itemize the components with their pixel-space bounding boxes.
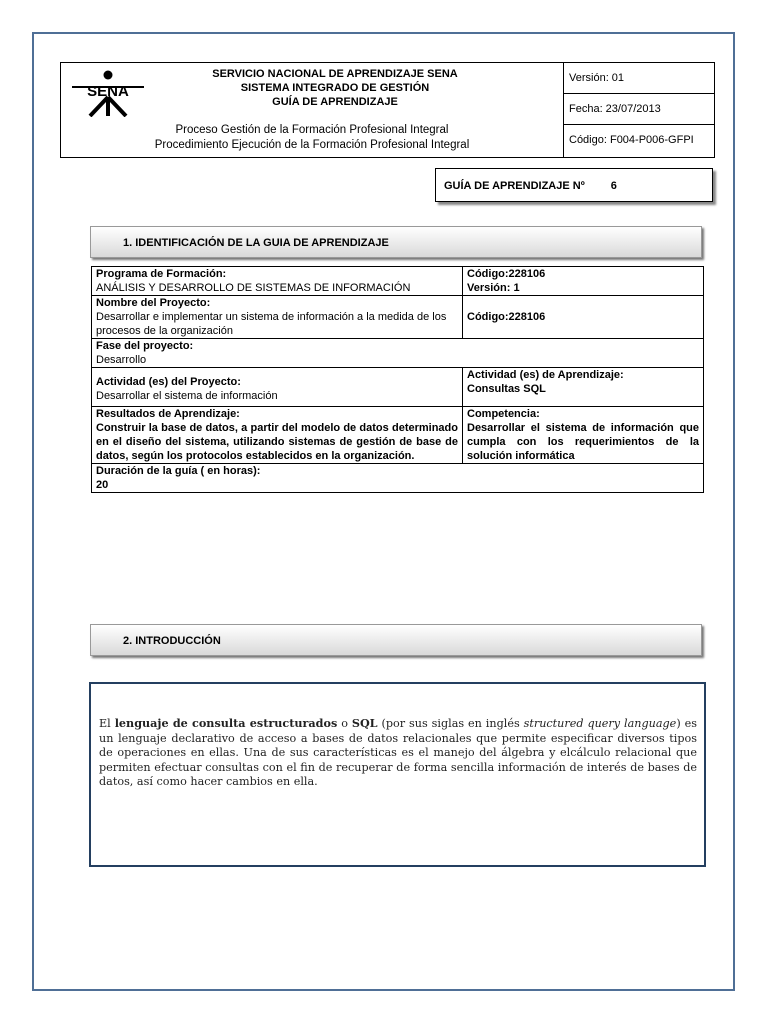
procedure-text: Procedimiento Ejecución de la Formación Profesional Integral	[154, 139, 470, 151]
date-cell: Fecha: 23/07/2013	[564, 94, 714, 125]
document-header	[60, 62, 715, 158]
identification-table	[91, 266, 704, 493]
program-version: Versión: 1	[467, 282, 520, 294]
competence-cell	[463, 407, 704, 464]
competence-value: Desarrollar el sistema de información que cumpla con los requerimientos de la solución informática	[467, 422, 699, 462]
header-process	[61, 123, 563, 153]
table-row	[92, 368, 704, 407]
svg-text:SENA: SENA	[87, 83, 129, 100]
results-value: Construir la base de datos, a partir del modelo de datos determinado en el diseño del sistema, utilizando sistemas de gestión de base de datos, según los protocolos establecidos en la organización.	[96, 422, 458, 462]
version-cell: Versión: 01	[564, 63, 714, 94]
duration-cell	[92, 464, 704, 493]
guide-number-box	[435, 168, 713, 202]
project-value: Desarrollar e implementar un sistema de información a la medida de los procesos de la organización	[96, 311, 447, 337]
introduction-box	[89, 682, 706, 867]
project-cell	[92, 296, 463, 339]
process-text: Proceso Gestión de la Formación Profesional Integral	[175, 124, 449, 136]
learning-activity-value: Consultas SQL	[467, 383, 546, 395]
learning-activity-label: Actividad (es) de Aprendizaje:	[467, 369, 624, 381]
phase-value: Desarrollo	[96, 354, 147, 366]
project-activity-cell	[92, 368, 463, 407]
header-left	[61, 63, 564, 157]
header-title	[131, 67, 539, 109]
learning-activity-cell	[463, 368, 704, 407]
intro-text-4: ) es un lenguaje declarativo de acceso a bases de datos relacionales que permite especificar diversos tipos de operaciones en ellas. Una de sus características es el manejo del álgebra y elcálculo relacional que permiten efectuar consultas con el fin de recuperar de forma sencilla información de interés de bases de datos, así como hacer cambios en ella.	[99, 717, 697, 788]
intro-text-3: (por sus siglas en inglés	[377, 717, 524, 730]
project-code: Código:228106	[467, 311, 546, 323]
table-row	[92, 267, 704, 296]
section-2-heading: 2. INTRODUCCIÓN	[90, 624, 702, 656]
table-row	[92, 407, 704, 464]
intro-text-1: El	[99, 717, 115, 730]
intro-text-2: o	[337, 717, 352, 730]
guide-name: GUÍA DE APRENDIZAJE	[272, 96, 398, 108]
project-code-cell	[463, 296, 704, 339]
program-code: Código:228106	[467, 268, 546, 280]
program-code-cell	[463, 267, 704, 296]
guide-number-value: 6	[610, 180, 617, 192]
intro-bold-sql: SQL	[351, 716, 378, 730]
guide-number-label: GUÍA DE APRENDIZAJE Nº	[444, 180, 585, 192]
competence-label: Competencia:	[467, 408, 540, 420]
duration-label: Duración de la guía ( en horas):	[96, 465, 261, 477]
duration-value: 20	[96, 479, 109, 491]
phase-label: Fase del proyecto:	[96, 340, 194, 352]
org-name: SERVICIO NACIONAL DE APRENDIZAJE SENA	[212, 68, 458, 80]
table-row	[92, 296, 704, 339]
phase-cell	[92, 339, 704, 368]
header-right	[564, 63, 714, 157]
results-label: Resultados de Aprendizaje:	[96, 408, 240, 420]
intro-italic-term: structured query language	[523, 717, 677, 730]
results-cell	[92, 407, 463, 464]
table-row	[92, 339, 704, 368]
section-1-heading: 1. IDENTIFICACIÓN DE LA GUIA DE APRENDIZAJE	[90, 226, 702, 258]
code-cell: Código: F004-P006-GFPI	[569, 134, 694, 146]
program-value: ANÁLISIS Y DESARROLLO DE SISTEMAS DE INFORMACIÓN	[96, 282, 411, 294]
intro-bold-term: lenguaje de consulta estructurados	[114, 716, 338, 730]
program-cell	[92, 267, 463, 296]
project-activity-value: Desarrollar el sistema de información	[96, 390, 278, 402]
introduction-text	[99, 716, 697, 790]
program-label: Programa de Formación:	[96, 268, 227, 280]
project-label: Nombre del Proyecto:	[96, 297, 211, 309]
system-name: SISTEMA INTEGRADO DE GESTIÓN	[240, 82, 430, 94]
table-row	[92, 464, 704, 493]
project-activity-label: Actividad (es) del Proyecto:	[96, 376, 241, 388]
